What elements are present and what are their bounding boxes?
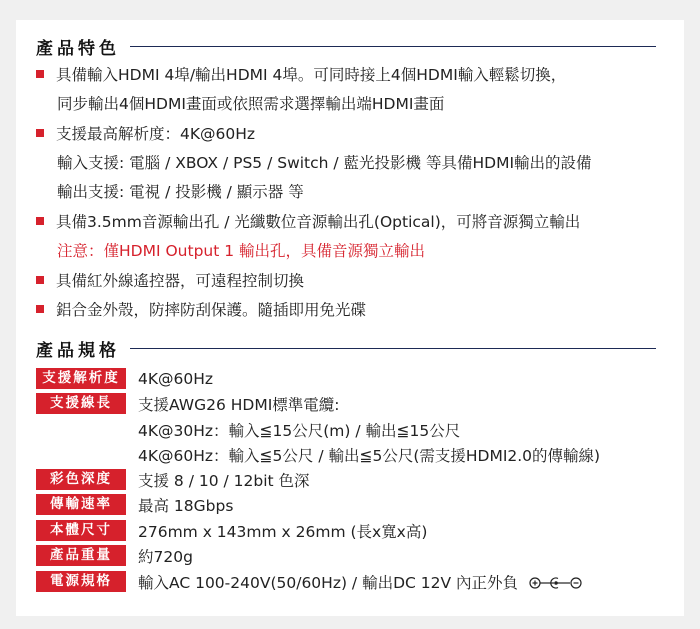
spec-value: 4K@60Hz (138, 369, 214, 388)
feature-item: 具備紅外線遙控器，可遠程控制切換 (36, 267, 304, 296)
feature-item: 具備3.5mm音源輸出孔 / 光纖數位音源輸出孔(Optical)，可將音源獨立輸出 (36, 208, 580, 237)
bullet-icon (36, 305, 44, 313)
feature-note-warning: 注意：僅HDMI Output 1 輸出孔，具備音源獨立輸出 (57, 242, 426, 260)
spec-label: 支援線長 (36, 393, 126, 414)
spec-value: 支援AWG26 HDMI標準電纜: (138, 395, 340, 414)
specs-divider (130, 348, 656, 349)
spec-value: 約720g (138, 547, 193, 566)
bullet-icon (36, 217, 44, 225)
dc-polarity-icon (529, 576, 587, 590)
spec-value: 最高 18Gbps (138, 496, 234, 515)
spec-value: 支援 8 / 10 / 12bit 色深 (138, 471, 310, 490)
bullet-icon (36, 129, 44, 137)
features-divider (130, 46, 656, 47)
spec-value-continuation: 4K@30Hz：輸入≦15公尺(m) / 輸出≦15公尺 (138, 422, 461, 440)
feature-item-continuation: 同步輸出4個HDMI畫面或依照需求選擇輸出端HDMI畫面 (57, 95, 445, 113)
spec-row-cable-length (36, 393, 340, 414)
spec-label: 支援解析度 (36, 368, 126, 389)
spec-row-power (36, 571, 587, 592)
bullet-icon (36, 70, 44, 78)
spec-label: 產品重量 (36, 545, 126, 566)
features-heading (36, 34, 656, 59)
spec-label: 傳輸速率 (36, 494, 126, 515)
feature-item: 支援最高解析度：4K@60Hz (36, 120, 255, 149)
spec-row-resolution (36, 368, 213, 389)
spec-label: 彩色深度 (36, 469, 126, 490)
spec-row-weight (36, 545, 193, 566)
spec-value: 276mm x 143mm x 26mm (長x寬x高) (138, 522, 428, 541)
specs-heading (36, 336, 656, 361)
spec-value-continuation: 4K@60Hz：輸入≦5公尺 / 輸出≦5公尺(需支援HDMI2.0的傳輸線) (138, 447, 601, 465)
spec-row-dimensions (36, 520, 427, 541)
spec-row-color-depth (36, 469, 310, 490)
product-info-card (16, 20, 684, 616)
spec-label: 本體尺寸 (36, 520, 126, 541)
feature-item-continuation: 輸入支援: 電腦 / XBOX / PS5 / Switch / 藍光投影機 等具備HDMI輸出的設備 (57, 154, 592, 172)
spec-label: 電源規格 (36, 571, 126, 592)
feature-item-continuation: 輸出支援: 電視 / 投影機 / 顯示器 等 (57, 183, 304, 201)
features-title: 產品特色 (36, 39, 120, 59)
feature-item: 鋁合金外殼，防摔防刮保護。隨插即用免光碟 (36, 296, 366, 325)
spec-row-bandwidth (36, 494, 233, 515)
bullet-icon (36, 276, 44, 284)
spec-value: 輸入AC 100-240V(50/60Hz) / 輸出DC 12V 內正外負 (138, 571, 587, 593)
feature-item: 具備輸入HDMI 4埠/輸出HDMI 4埠。可同時接上4個HDMI輸入輕鬆切換， (36, 61, 566, 90)
specs-title: 產品規格 (36, 341, 120, 361)
